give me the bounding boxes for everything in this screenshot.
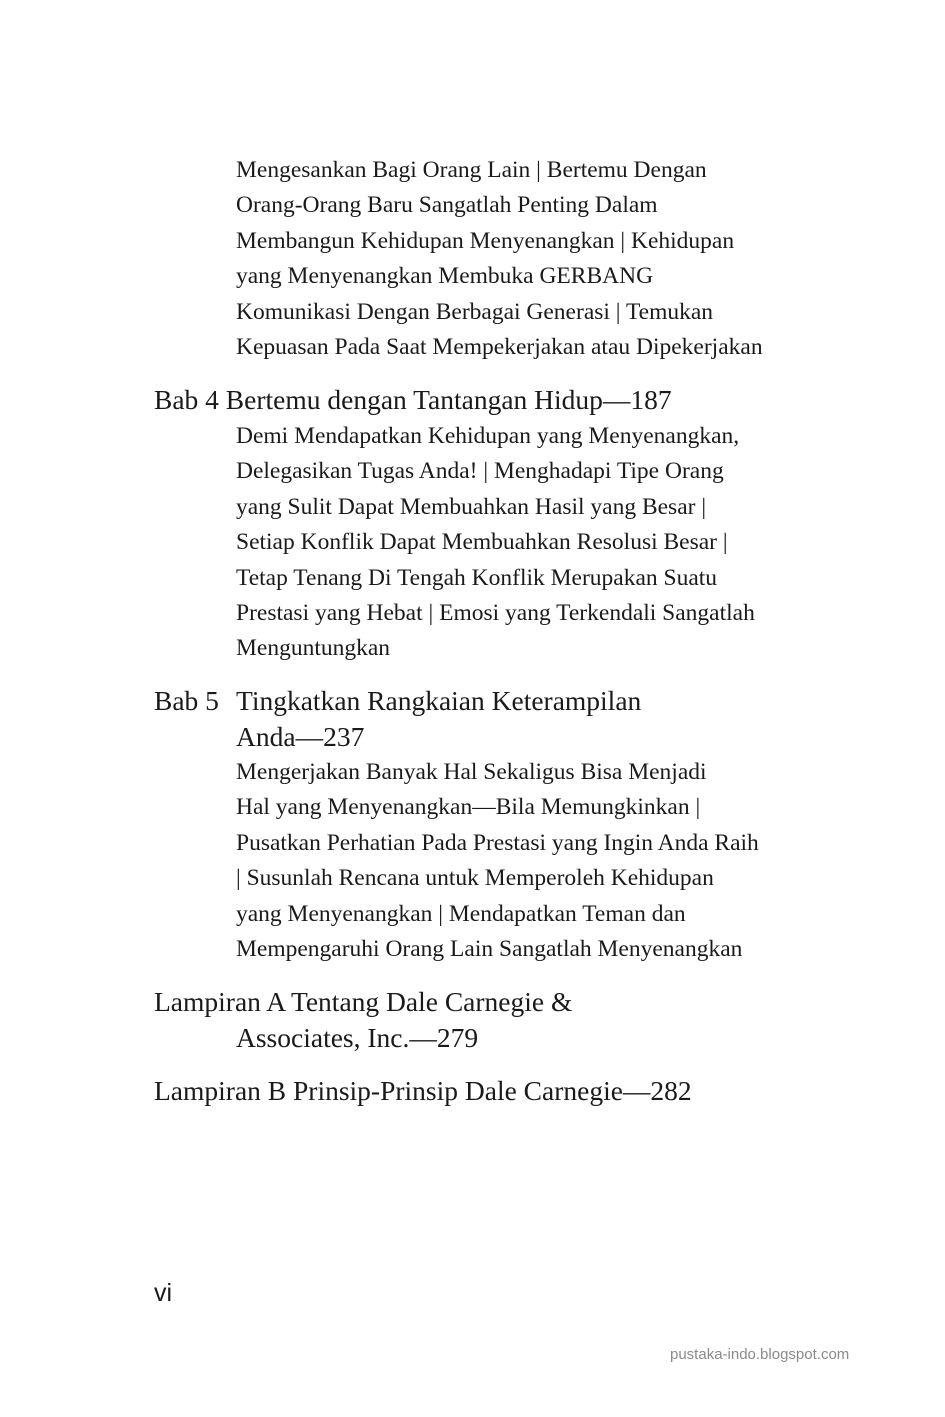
subtopic-line: Mempengaruhi Orang Lain Sangatlah Menyenangkan bbox=[236, 936, 743, 963]
subtopic-line: yang Menyenangkan | Mendapatkan Teman dan bbox=[236, 900, 686, 927]
chapter-5-subtopics bbox=[236, 755, 796, 967]
chapter-5-label: Bab 5 bbox=[154, 685, 219, 716]
subtopic-line: | Susunlah Rencana untuk Memperoleh Kehidupan bbox=[236, 865, 714, 892]
subtopic-line: Prestasi yang Hebat | Emosi yang Terkendali Sangatlah bbox=[236, 600, 755, 627]
watermark-text: pustaka-indo.blogspot.com bbox=[670, 1346, 850, 1363]
appendix-b-heading: Lampiran B Prinsip-Prinsip Dale Carnegie—282 bbox=[154, 1075, 692, 1106]
chapter-5-heading-cont: Anda—237 bbox=[236, 721, 365, 752]
intro-subtopics bbox=[236, 153, 796, 365]
subtopic-line: Tetap Tenang Di Tengah Konflik Merupakan Suatu bbox=[236, 564, 718, 591]
subtopic-line: Mengesankan Bagi Orang Lain | Bertemu Dengan bbox=[236, 157, 707, 183]
page-number: vi bbox=[154, 1279, 173, 1307]
subtopic-line: Demi Mendapatkan Kehidupan yang Menyenangkan, bbox=[236, 423, 740, 449]
appendix-a-heading: Lampiran A Tentang Dale Carnegie & bbox=[154, 986, 573, 1017]
subtopic-line: Hal yang Menyenangkan—Bila Memungkinkan | bbox=[236, 794, 701, 821]
subtopic-line: Setiap Konflik Dapat Membuahkan Resolusi Besar | bbox=[236, 529, 728, 556]
subtopic-line: Delegasikan Tugas Anda! | Menghadapi Tipe Orang bbox=[236, 458, 724, 485]
subtopic-line: yang Sulit Dapat Membuahkan Hasil yang Besar | bbox=[236, 493, 707, 520]
subtopic-line: Komunikasi Dengan Berbagai Generasi | Temukan bbox=[236, 298, 714, 325]
subtopic-line: Orang-Orang Baru Sangatlah Penting Dalam bbox=[236, 192, 658, 219]
chapter-4-subtopics bbox=[236, 419, 796, 667]
appendix-a-heading-cont: Associates, Inc.—279 bbox=[236, 1022, 479, 1053]
subtopic-line: Mengerjakan Banyak Hal Sekaligus Bisa Menjadi bbox=[236, 759, 707, 785]
subtopic-line: Kepuasan Pada Saat Mempekerjakan atau Dipekerjakan bbox=[236, 334, 763, 361]
subtopic-line: yang Menyenangkan Membuka GERBANG bbox=[236, 263, 654, 290]
chapter-4-heading: Bab 4 Bertemu dengan Tantangan Hidup—187 bbox=[154, 384, 672, 415]
subtopic-line: Pusatkan Perhatian Pada Prestasi yang Ingin Anda Raih bbox=[236, 829, 759, 856]
subtopic-line: Menguntungkan bbox=[236, 635, 391, 662]
subtopic-line: Membangun Kehidupan Menyenangkan | Kehidupan bbox=[236, 227, 735, 254]
chapter-5-heading: Tingkatkan Rangkaian Keterampilan bbox=[236, 685, 642, 716]
